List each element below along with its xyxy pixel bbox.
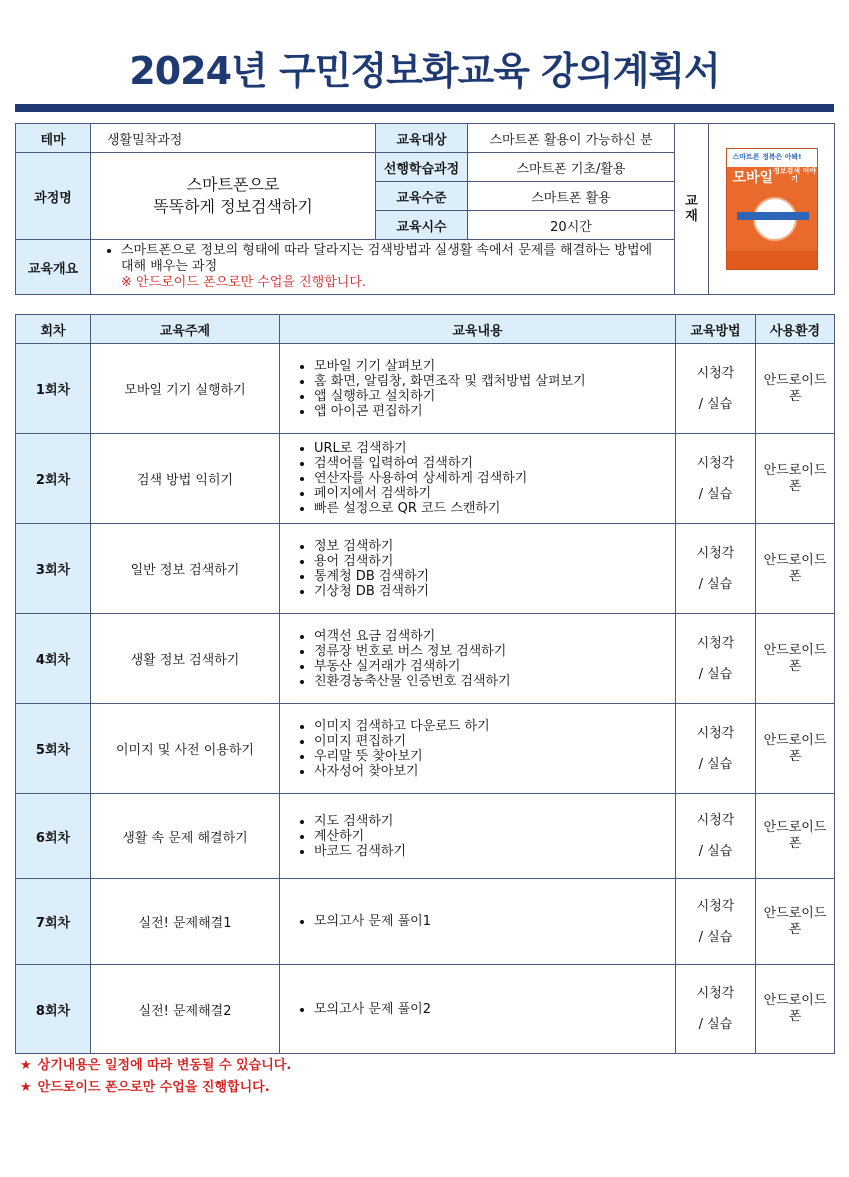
session-topic: 생활 속 문제 해결하기 [91, 794, 280, 879]
content-item: • 페이지에서 검색하기 [314, 486, 669, 501]
session-number: 1회차 [16, 344, 91, 434]
session-environment: 안드로이드폰 [756, 614, 835, 704]
session-environment: 안드로이드폰 [756, 434, 835, 524]
book-brand: 스마트폰 정복은 아봐! [732, 153, 802, 161]
method-line2: / 실습 [698, 929, 733, 945]
content-item: • 계산하기 [314, 829, 669, 844]
header-session: 회차 [16, 315, 91, 344]
schedule-header-row [16, 315, 835, 344]
session-number: 5회차 [16, 704, 91, 794]
textbook-label-text: 교재 [685, 194, 698, 224]
session-number: 2회차 [16, 434, 91, 524]
session-method [676, 434, 756, 524]
session-number: 4회차 [16, 614, 91, 704]
session-topic: 일반 정보 검색하기 [91, 524, 280, 614]
session-method [676, 524, 756, 614]
theme-label: 테마 [16, 124, 91, 153]
method-line2: / 실습 [698, 666, 733, 682]
content-item: • 연산자를 사용하여 상세하게 검색하기 [314, 471, 669, 486]
textbook-cover-cell [709, 124, 835, 295]
content-item: • 앱 실행하고 설치하기 [314, 389, 669, 404]
textbook-label [675, 124, 709, 295]
schedule-body [16, 344, 835, 1054]
course-info-table [15, 123, 835, 295]
hours-value: 20시간 [468, 211, 675, 240]
content-item: • 앱 아이콘 편집하기 [314, 404, 669, 419]
session-number: 7회차 [16, 879, 91, 965]
content-item: • 이미지 검색하고 다운로드 하기 [314, 719, 669, 734]
content-item: • 사자성어 찾아보기 [314, 764, 669, 779]
page-title: 2024년 구민정보화교육 강의계획서 [129, 49, 720, 93]
method-line1: 시청각 [696, 365, 735, 381]
session-method [676, 344, 756, 434]
course-title-line1: 스마트폰으로 [186, 175, 280, 194]
session-number: 6회차 [16, 794, 91, 879]
level-value: 스마트폰 활용 [468, 182, 675, 211]
table-row [16, 434, 835, 524]
schedule-table [15, 314, 835, 1054]
method-line1: 시청각 [696, 455, 735, 471]
content-item: • 용어 검색하기 [314, 554, 669, 569]
content-item: • 정류장 번호로 버스 정보 검색하기 [314, 644, 669, 659]
session-content [280, 704, 676, 794]
textbook-cover-image [726, 148, 818, 270]
method-line1: 시청각 [696, 986, 735, 1001]
content-item: • 통계청 DB 검색하기 [314, 569, 669, 584]
method-line2: / 실습 [698, 486, 733, 502]
session-method [676, 614, 756, 704]
session-method [676, 879, 756, 965]
target-label: 교육대상 [376, 124, 468, 153]
method-line1: 시청각 [696, 898, 735, 914]
session-content [280, 434, 676, 524]
session-environment: 안드로이드폰 [756, 965, 835, 1054]
course-label: 과정명 [16, 153, 91, 240]
note-2-text: 안드로이드 폰으로만 수업을 진행합니다. [37, 1080, 270, 1095]
session-method [676, 704, 756, 794]
content-item: • 우리말 뜻 찾아보기 [314, 749, 669, 764]
target-value: 스마트폰 활용이 가능하신 분 [468, 124, 675, 153]
session-topic: 이미지 및 사전 이용하기 [91, 704, 280, 794]
method-line2: / 실습 [698, 756, 733, 772]
table-row [16, 344, 835, 434]
book-ribbon [737, 212, 809, 220]
table-row [16, 524, 835, 614]
session-environment: 안드로이드폰 [756, 704, 835, 794]
table-row [16, 794, 835, 879]
method-line2: / 실습 [698, 844, 733, 859]
session-topic: 생활 정보 검색하기 [91, 614, 280, 704]
method-line2: / 실습 [698, 396, 733, 412]
content-item: • 여객선 요금 검색하기 [314, 629, 669, 644]
header-environment: 사용환경 [756, 315, 835, 344]
title-divider [15, 104, 834, 112]
session-content [280, 794, 676, 879]
content-item: • 모바일 기기 살펴보기 [314, 359, 669, 374]
overview-label: 교육개요 [16, 240, 91, 295]
level-label: 교육수준 [376, 182, 468, 211]
method-line1: 시청각 [696, 545, 735, 561]
header-content: 교육내용 [280, 315, 676, 344]
footer-notes [20, 1055, 820, 1099]
hours-label: 교육시수 [376, 211, 468, 240]
content-item: • 이미지 편집하기 [314, 734, 669, 749]
book-footer [727, 251, 817, 269]
method-line2: / 실습 [698, 1017, 733, 1032]
session-topic: 검색 방법 익히기 [91, 434, 280, 524]
note-1-text: 상기내용은 일정에 따라 변동될 수 있습니다. [37, 1058, 292, 1073]
session-topic: 모바일 기기 실행하기 [91, 344, 280, 434]
session-topic: 실전! 문제해결1 [91, 879, 280, 965]
content-item: • 바코드 검색하기 [314, 844, 669, 859]
session-method [676, 794, 756, 879]
session-content [280, 614, 676, 704]
overview-content [91, 240, 675, 295]
theme-value: 생활밀착과정 [91, 124, 376, 153]
session-content [280, 344, 676, 434]
method-line1: 시청각 [696, 635, 735, 651]
prereq-value: 스마트폰 기초/활용 [468, 153, 675, 182]
note-2 [20, 1077, 820, 1099]
book-title-main: 모바일 [732, 170, 774, 186]
content-item: • 기상청 DB 검색하기 [314, 584, 669, 599]
overview-text: • 스마트폰으로 정보의 형태에 따라 달라지는 검색방법과 실생활 속에서 문제를 해결하는 방법에 대해 배우는 과정 [121, 243, 668, 275]
session-environment: 안드로이드폰 [756, 524, 835, 614]
content-item: • 검색어를 입력하여 검색하기 [314, 456, 669, 471]
session-topic: 실전! 문제해결2 [91, 965, 280, 1054]
note-1 [20, 1055, 820, 1077]
content-item: • URL로 검색하기 [314, 441, 669, 456]
content-item: • 지도 검색하기 [314, 814, 669, 829]
content-item: • 정보 검색하기 [314, 539, 669, 554]
table-row [16, 965, 835, 1054]
content-item: • 홈 화면, 알림창, 화면조작 및 캡처방법 살펴보기 [314, 374, 669, 389]
session-content [280, 965, 676, 1054]
header-topic: 교육주제 [91, 315, 280, 344]
session-method [676, 965, 756, 1054]
star-icon: ★ [20, 1058, 32, 1073]
session-content [280, 879, 676, 965]
method-line1: 시청각 [696, 813, 735, 828]
method-line2: / 실습 [698, 576, 733, 592]
session-environment: 안드로이드폰 [756, 344, 835, 434]
table-row [16, 704, 835, 794]
content-item: • 부동산 실거래가 검색하기 [314, 659, 669, 674]
book-title-sub: 정보검색 이야기 [772, 167, 816, 183]
content-item: • 모의고사 문제 풀이2 [314, 1002, 669, 1017]
session-environment: 안드로이드폰 [756, 794, 835, 879]
table-row [16, 879, 835, 965]
header-method: 교육방법 [676, 315, 756, 344]
course-title-line2: 똑똑하게 정보검색하기 [153, 197, 313, 216]
star-icon: ★ [20, 1080, 32, 1095]
method-line1: 시청각 [696, 725, 735, 741]
content-item: • 빠른 설정으로 QR 코드 스캔하기 [314, 501, 669, 516]
session-environment: 안드로이드폰 [756, 879, 835, 965]
table-row [16, 614, 835, 704]
content-item: • 친환경농축산물 인증번호 검색하기 [314, 674, 669, 689]
content-item: • 모의고사 문제 풀이1 [314, 914, 669, 929]
prereq-label: 선행학습과정 [376, 153, 468, 182]
course-title [91, 153, 376, 240]
session-number: 3회차 [16, 524, 91, 614]
overview-note: ※ 안드로이드 폰으로만 수업을 진행합니다. [121, 275, 367, 290]
session-number: 8회차 [16, 965, 91, 1054]
session-content [280, 524, 676, 614]
